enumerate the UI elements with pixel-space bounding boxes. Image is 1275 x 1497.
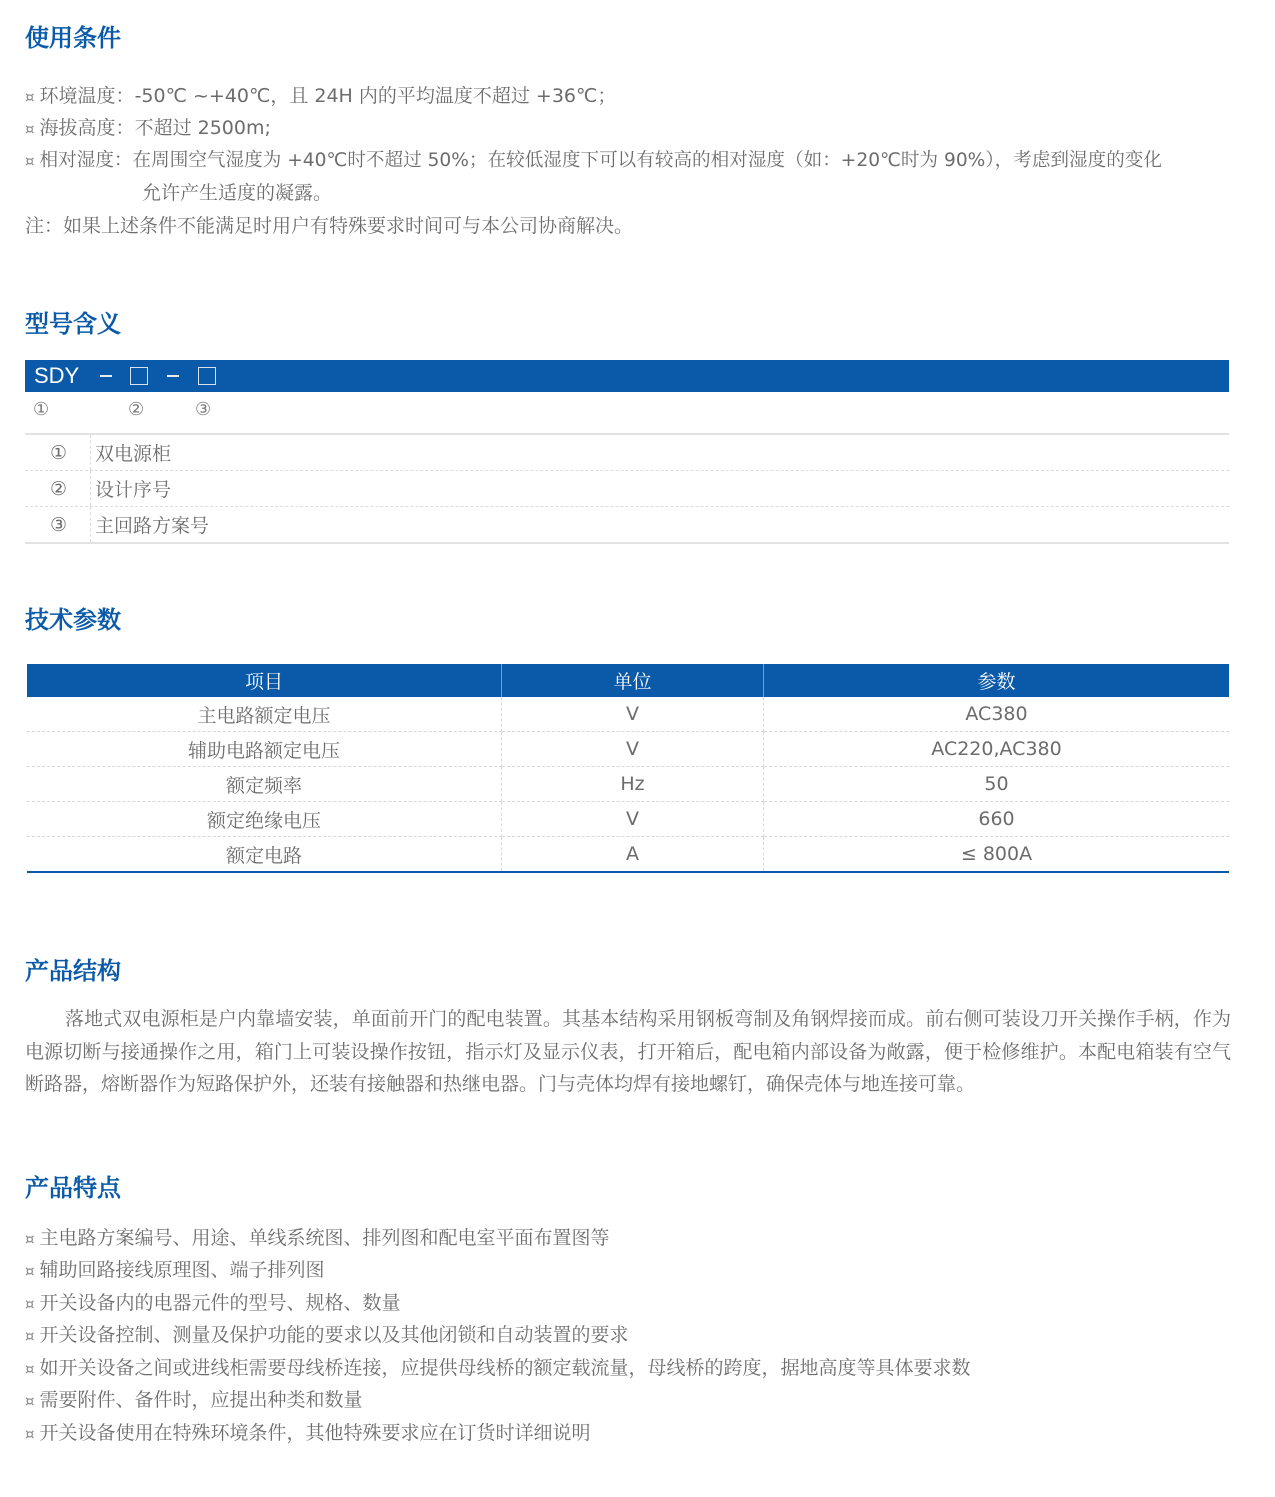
dash-separator bbox=[100, 375, 112, 377]
condition-item-temperature: ¤ 环境温度：-50℃ ~+40℃，且 24H 内的平均温度不超过 +36℃； bbox=[25, 85, 617, 107]
bullet-icon: ¤ bbox=[25, 120, 35, 138]
section-title-model: 型号含义 bbox=[25, 310, 121, 338]
section-title-params: 技术参数 bbox=[25, 606, 121, 634]
marker-3: ③ bbox=[195, 399, 212, 420]
section-title-conditions: 使用条件 bbox=[25, 24, 121, 52]
cell-value: AC380 bbox=[764, 697, 1230, 732]
feature-item: ¤ 如开关设备之间或进线柜需要母线桥连接，应提供母线桥的额定载流量，母线桥的跨度，据地高度等具体要求数 bbox=[25, 1357, 971, 1379]
bullet-icon: ¤ bbox=[25, 1327, 35, 1345]
row-description: 设计序号 bbox=[95, 479, 172, 501]
table-row bbox=[27, 697, 1229, 732]
row-number: ② bbox=[25, 471, 91, 506]
model-code-prefix: SDY bbox=[34, 363, 80, 388]
feature-item: ¤ 开关设备使用在特殊环境条件，其他特殊要求应在订货时详细说明 bbox=[25, 1422, 591, 1444]
bullet-icon: ¤ bbox=[25, 152, 35, 170]
table-row bbox=[25, 471, 1229, 507]
row-number: ① bbox=[25, 435, 91, 470]
condition-item-humidity: ¤ 相对湿度：在周围空气湿度为 +40℃时不超过 50%；在较低湿度下可以有较高的相对湿度（如：+20℃时为 90%），考虑到湿度的变化 bbox=[25, 150, 1162, 171]
table-row bbox=[27, 802, 1229, 837]
cell-unit: A bbox=[502, 837, 764, 873]
table-row bbox=[27, 837, 1229, 873]
bullet-icon: ¤ bbox=[25, 1360, 35, 1378]
model-meaning-table bbox=[25, 433, 1229, 544]
bullet-icon: ¤ bbox=[25, 1392, 35, 1410]
cell-item: 额定电路 bbox=[27, 837, 502, 873]
table-row bbox=[25, 507, 1229, 542]
section-title-features: 产品特点 bbox=[25, 1174, 121, 1202]
table-row bbox=[27, 732, 1229, 767]
feature-item: ¤ 需要附件、备件时，应提出种类和数量 bbox=[25, 1389, 363, 1411]
bullet-icon: ¤ bbox=[25, 1230, 35, 1248]
feature-item: ¤ 辅助回路接线原理图、端子排列图 bbox=[25, 1259, 325, 1281]
cell-value: 50 bbox=[764, 767, 1230, 802]
dash-separator bbox=[167, 375, 179, 377]
cell-item: 额定绝缘电压 bbox=[27, 802, 502, 837]
feature-item: ¤ 开关设备控制、测量及保护功能的要求以及其他闭锁和自动装置的要求 bbox=[25, 1324, 629, 1346]
cell-unit: V bbox=[502, 697, 764, 732]
cell-unit: V bbox=[502, 732, 764, 767]
condition-note: 注：如果上述条件不能满足时用户有特殊要求时间可与本公司协商解决。 bbox=[25, 215, 634, 237]
row-description: 主回路方案号 bbox=[95, 515, 210, 537]
feature-item: ¤ 开关设备内的电器元件的型号、规格、数量 bbox=[25, 1292, 401, 1314]
cell-unit: Hz bbox=[502, 767, 764, 802]
condition-item-humidity-continuation: 允许产生适度的凝露。 bbox=[142, 182, 333, 204]
bullet-icon: ¤ bbox=[25, 1262, 35, 1280]
cell-unit: V bbox=[502, 802, 764, 837]
header-unit: 单位 bbox=[502, 664, 764, 697]
header-value: 参数 bbox=[764, 664, 1230, 697]
params-table bbox=[27, 664, 1229, 873]
cell-value: ≤ 800A bbox=[764, 837, 1230, 873]
model-code-bar bbox=[25, 360, 1229, 392]
placeholder-box bbox=[198, 367, 216, 385]
cell-item: 额定频率 bbox=[27, 767, 502, 802]
table-row bbox=[27, 767, 1229, 802]
section-title-structure: 产品结构 bbox=[25, 957, 121, 985]
table-row bbox=[25, 435, 1229, 471]
row-number: ③ bbox=[25, 507, 91, 542]
feature-item: ¤ 主电路方案编号、用途、单线系统图、排列图和配电室平面布置图等 bbox=[25, 1227, 610, 1249]
bullet-icon: ¤ bbox=[25, 1425, 35, 1443]
marker-2: ② bbox=[128, 399, 145, 420]
marker-1: ① bbox=[33, 399, 50, 420]
bullet-icon: ¤ bbox=[25, 88, 35, 106]
cell-value: AC220,AC380 bbox=[764, 732, 1230, 767]
cell-item: 辅助电路额定电压 bbox=[27, 732, 502, 767]
cell-item: 主电路额定电压 bbox=[27, 697, 502, 732]
row-description: 双电源柜 bbox=[95, 443, 172, 465]
cell-value: 660 bbox=[764, 802, 1230, 837]
condition-item-altitude: ¤ 海拔高度：不超过 2500m; bbox=[25, 117, 271, 139]
header-item: 项目 bbox=[27, 664, 502, 697]
structure-paragraph: 落地式双电源柜是户内靠墙安装，单面前开门的配电装置。其基本结构采用钢板弯制及角钢焊接而成。前右侧可装设刀开关操作手柄，作为电源切断与接通操作之用，箱门上可装设操作按钮，指示灯及显示仪表，打开箱后，配电箱内部设备为敞露，便于检修维护。本配电箱装有空气断路器，熔断器作为短路保护外，还装有接触器和热继电器。门与壳体均焊有接地螺钉，确保壳体与地连接可靠。 bbox=[25, 1008, 1231, 1095]
bullet-icon: ¤ bbox=[25, 1295, 35, 1313]
placeholder-box bbox=[130, 367, 148, 385]
